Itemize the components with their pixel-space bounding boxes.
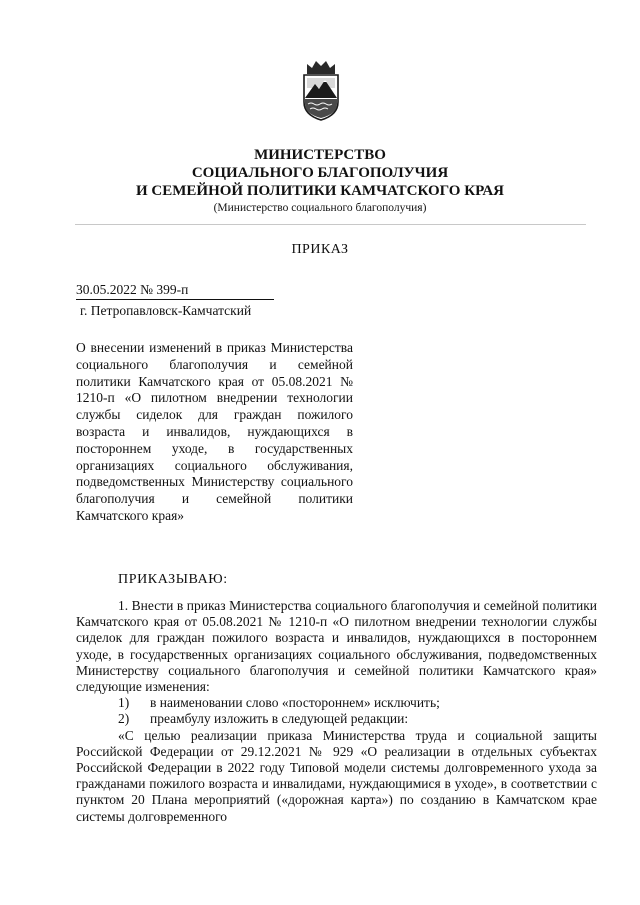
list-item-text: в наименовании слово «постороннем» исключить;: [150, 695, 440, 711]
paragraph-2: «С целью реализации приказа Министерства труда и социальной защиты Российской Федерации от 29.12.2021 № 929 «О реализации в отдельных субъектах Российской Федерации в 2022 году Типовой модели системы долговременного ухода за гражданами пожилого возраста и инвалидами, нуждающимися в уходе», в соответствии с пунктом 20 Плана мероприятий («дорожная карта») по созданию в Камчатском крае системы долговременного: [76, 727, 597, 824]
header-divider: [75, 224, 586, 225]
list-item-text: преамбулу изложить в следующей редакции:: [150, 711, 409, 727]
decree-word: ПРИКАЗЫВАЮ:: [118, 572, 228, 587]
org-line-3: И СЕМЕЙНОЙ ПОЛИТИКИ КАМЧАТСКОГО КРАЯ: [135, 183, 504, 199]
city: г. Петропавловск-Камчатский: [80, 303, 252, 318]
organization-name: [0, 146, 640, 200]
org-line-1: МИНИСТЕРСТВО: [254, 147, 386, 163]
list-item: [76, 695, 597, 711]
list-item-number: 2): [118, 711, 130, 727]
list-item-number: 1): [118, 695, 130, 711]
paragraph-1: 1. Внести в приказ Министерства социального благополучия и семейной политики Камчатского края от 05.08.2021 № 1210-п «О пилотном внедрении технологии службы сиделок для граждан пожилого возраста и инвалидов, нуждающихся в постороннем уходе, в государственных организациях социального обслуживания, подведомственных Министерству социального благополучия и семейной политики Камчатского края» следующие изменения:: [76, 598, 597, 695]
date-number: 30.05.2022 № 399-п: [76, 282, 274, 300]
list-item: [76, 711, 597, 727]
document-subject: О внесении изменений в приказ Министерства социального благополучия и семейной политики Камчатского края от 05.08.2021 № 1210-п «О пилотном внедрении технологии службы сиделок для граждан пожилого возраста и инвалидов, нуждающихся в постороннем уходе, в государственных организациях социального обслуживания, подведомственных Министерству социального благополучия и семейной политики Камчатского края»: [76, 340, 353, 523]
document-type: ПРИКАЗ: [291, 242, 349, 257]
org-short-name: (Министерство социального благополучия): [213, 202, 427, 214]
org-line-2: СОЦИАЛЬНОГО БЛАГОПОЛУЧИЯ: [191, 165, 449, 181]
document-body: [76, 598, 597, 825]
coat-of-arms-icon: [301, 58, 341, 122]
